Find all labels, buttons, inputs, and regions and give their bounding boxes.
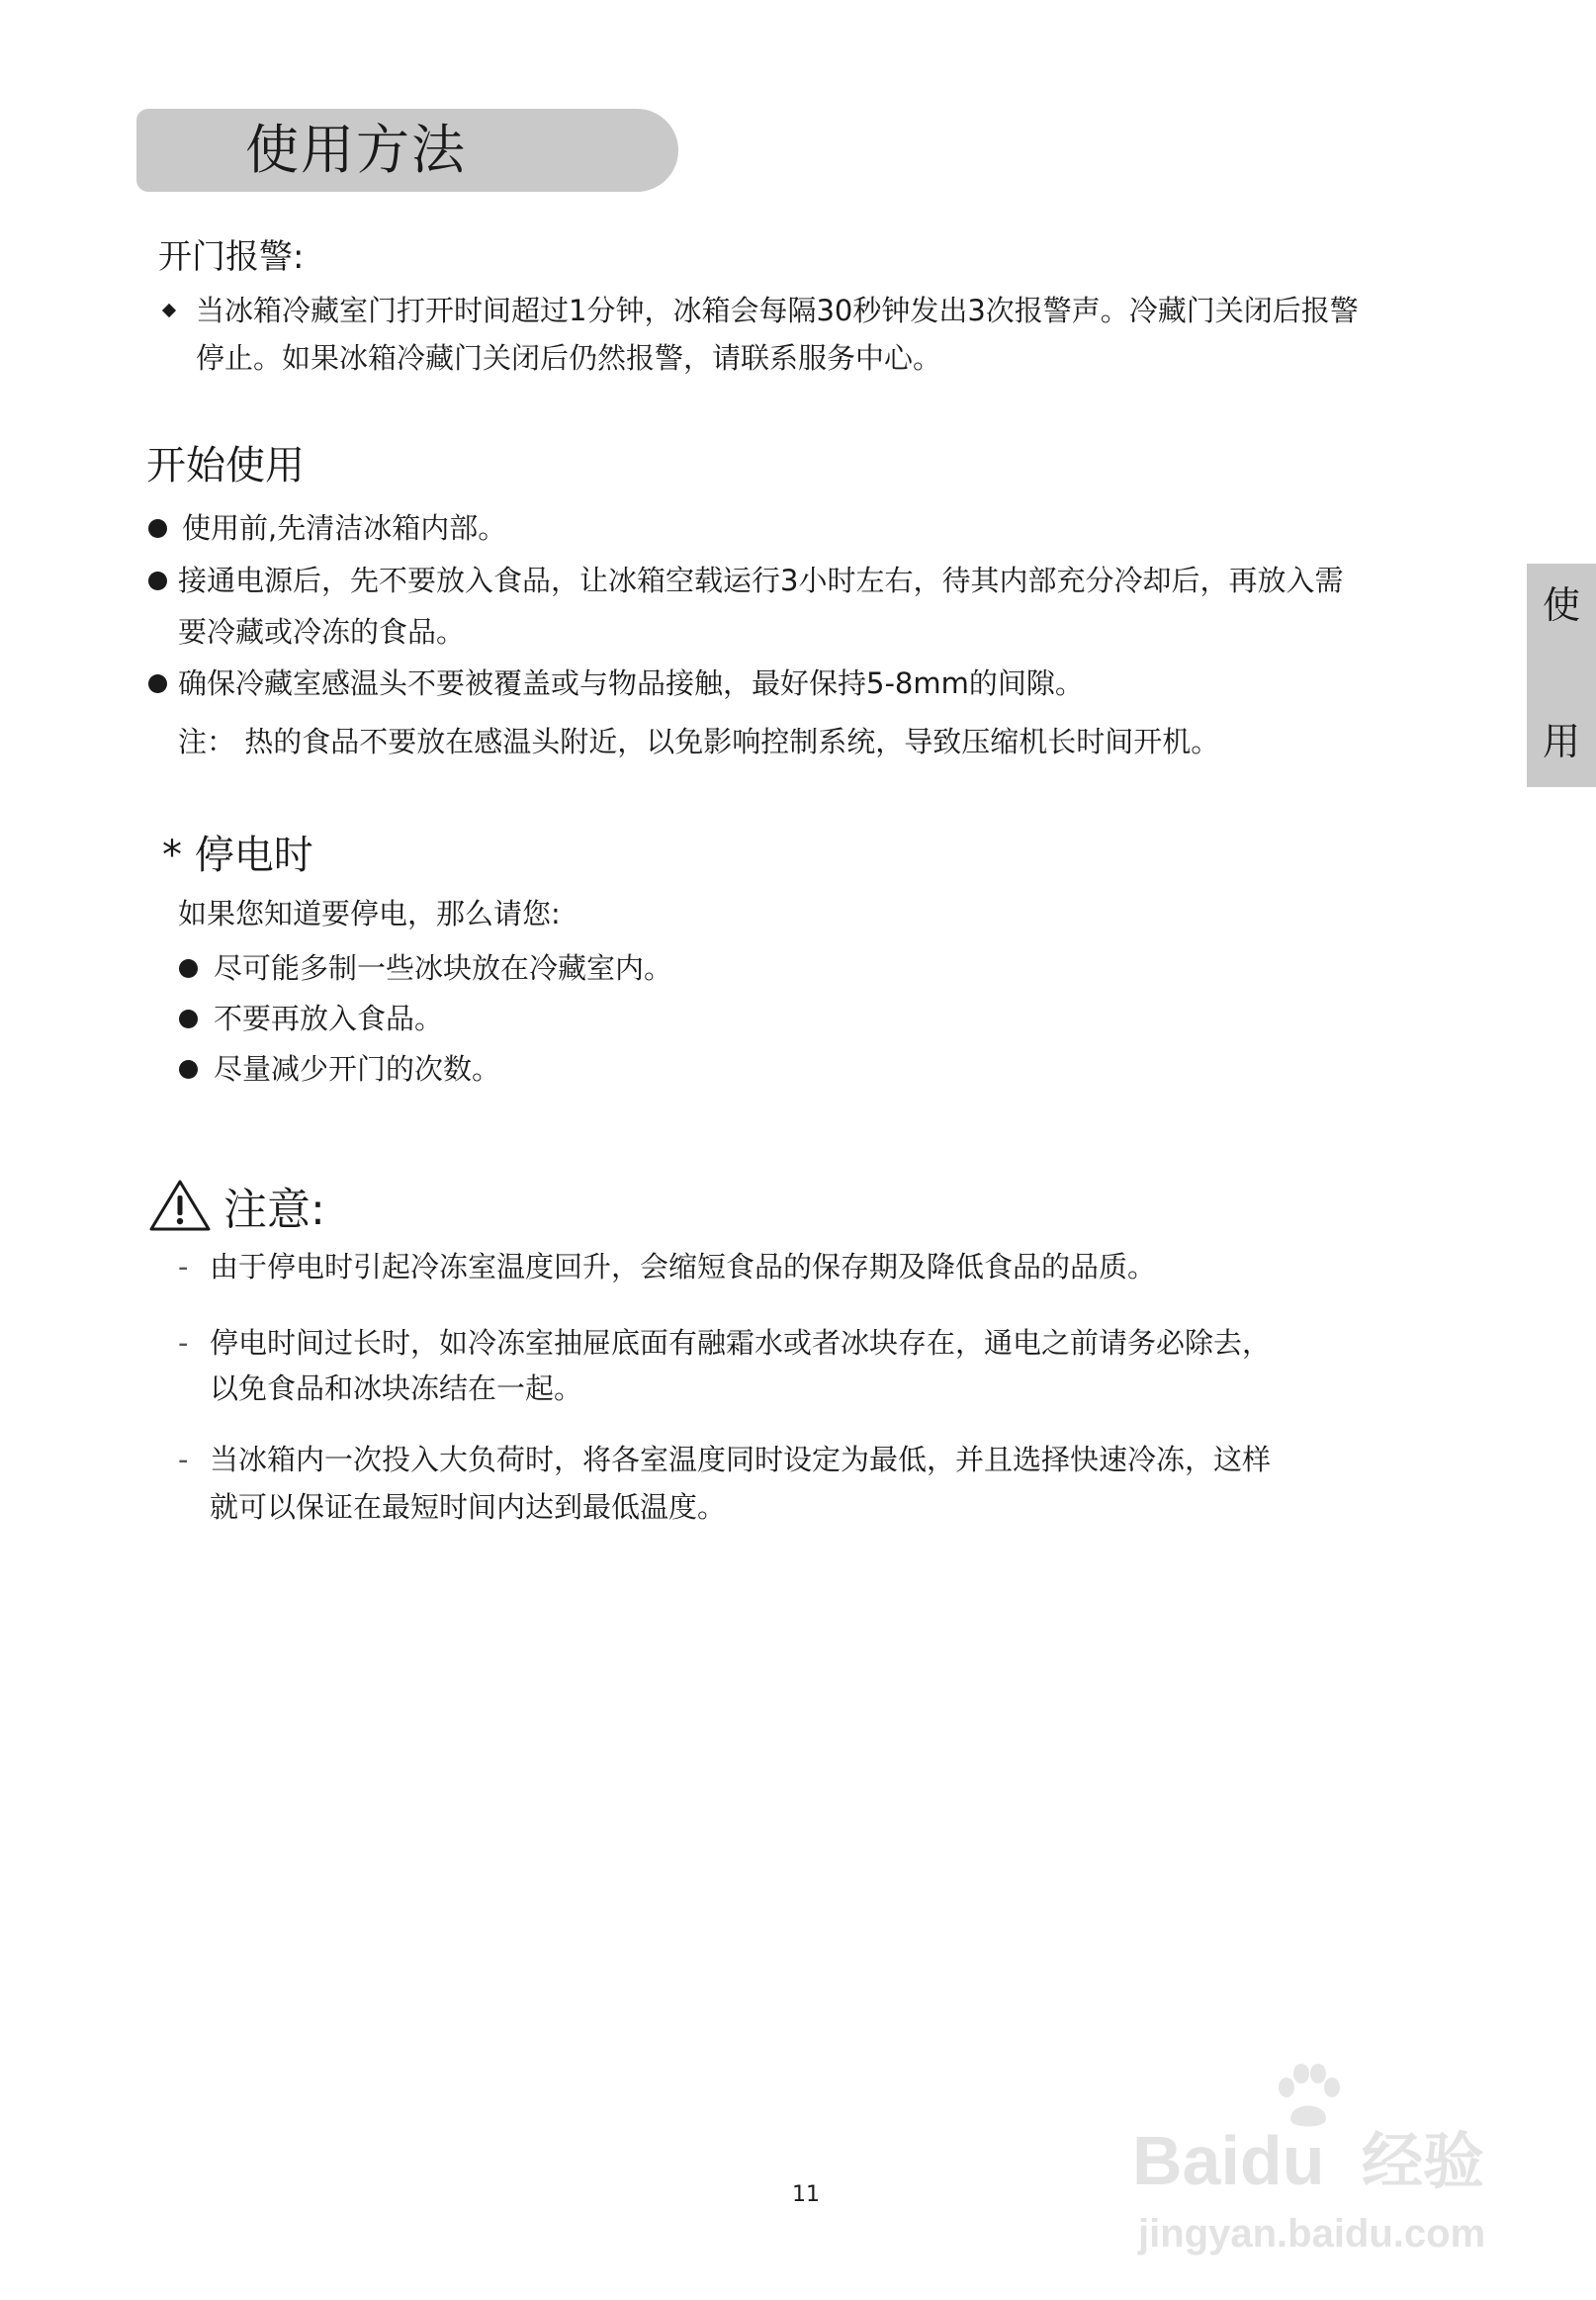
page-number: 11 [792,2182,820,2207]
dash-marker: - [178,1443,189,1476]
side-tab-char-2: 用 [1542,720,1580,763]
bullet-icon [148,674,167,693]
caution-item1: 由于停电时引起冷冻室温度回升，会缩短食品的保存期及降低食品的品质。 [210,1250,1157,1283]
bullet-icon [148,519,167,538]
page-title: 使用方法 [245,119,467,181]
start-use-item2-line2: 要冷藏或冷冻的食品。 [178,615,466,649]
caution-heading: 注意: [223,1185,325,1235]
power-outage-item2: 不要再放入食品。 [214,1002,444,1035]
baidu-jingyan-watermark [1132,2062,1557,2274]
start-use-note: 注： 热的食品不要放在感温头附近，以免影响控制系统，导致压缩机长时间开机。 [178,725,1220,758]
watermark-label: 经验 [1362,2128,1485,2196]
door-alarm-text-line1: 当冰箱冷藏室门打开时间超过1分钟，冰箱会每隔30秒钟发出3次报警声。冷藏门关闭后报警 [196,294,1359,327]
side-tab-char-1: 使 [1542,583,1580,627]
start-use-item3: 确保冷藏室感温头不要被覆盖或与物品接触，最好保持5-8mm的间隙。 [178,666,1084,700]
watermark-brand: Baidu [1132,2122,1325,2199]
watermark-url: jingyan.baidu.com [1138,2212,1486,2256]
caution-item2-line2: 以免食品和冰块冻结在一起。 [210,1371,583,1405]
caution-item3-line2: 就可以保证在最短时间内达到最低温度。 [210,1490,727,1524]
diamond-bullet-icon [162,304,176,317]
power-outage-item3: 尽量减少开门的次数。 [214,1052,501,1086]
caution-item3-line1: 当冰箱内一次投入大负荷时，将各室温度同时设定为最低，并且选择快速冷冻，这样 [210,1443,1272,1476]
power-outage-item1: 尽可能多制一些冰块放在冷藏室内。 [214,951,673,985]
door-alarm-text-line2: 停止。如果冰箱冷藏门关闭后仍然报警，请联系服务中心。 [196,341,942,375]
start-use-item1: 使用前,先清洁冰箱内部。 [182,511,507,545]
warning-triangle-icon [148,1179,212,1232]
bullet-icon [179,1010,198,1028]
power-outage-heading: * 停电时 [162,833,313,878]
power-outage-intro: 如果您知道要停电，那么请您: [178,897,561,930]
side-tab [1527,564,1596,787]
start-use-heading: 开始使用 [146,443,305,488]
bullet-icon [179,1060,198,1079]
caution-item2-line1: 停电时间过长时，如冷冻室抽屉底面有融霜水或者冰块存在，通电之前请务必除去， [210,1326,1272,1360]
door-alarm-heading: 开门报警: [158,237,305,277]
start-use-item2-line1: 接通电源后，先不要放入食品，让冰箱空载运行3小时左右，待其内部充分冷却后，再放入需 [178,564,1344,597]
bullet-icon [148,572,167,590]
dash-marker: - [178,1250,189,1283]
dash-marker: - [178,1326,189,1360]
bullet-icon [179,959,198,978]
